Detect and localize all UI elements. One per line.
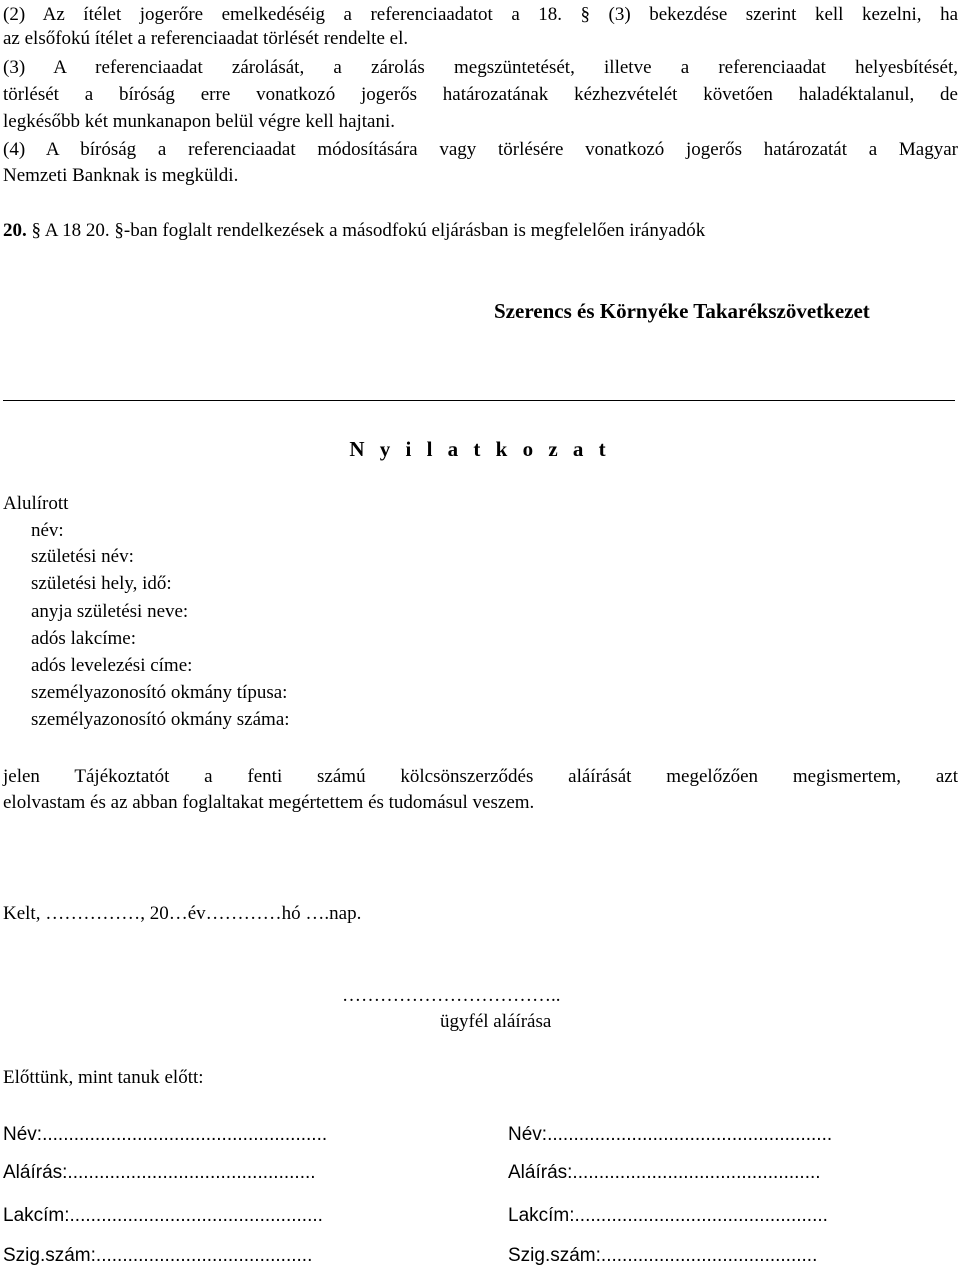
section-20-number: 20.	[3, 220, 27, 241]
form-intro: Alulírott	[3, 493, 69, 514]
witness-2-id-label: Szig.szám:	[508, 1245, 601, 1266]
witness-2-id-dots: .........................................	[600, 1245, 818, 1266]
witness-2-id	[508, 1244, 817, 1268]
witness-1-id-label: Szig.szám:	[3, 1245, 96, 1266]
witness-2-address-label: Lakcím:	[508, 1205, 575, 1226]
witness-2-address	[508, 1204, 828, 1228]
witness-2-signature	[508, 1161, 821, 1185]
field-label-address: adós lakcíme:	[31, 628, 136, 649]
paragraph-3-line-1: (3) A referenciaadat zárolását, a zárolás megszüntetését, illetve a referenciaadat helyesbítését,	[3, 57, 958, 78]
paragraph-2-line-1: (2) Az ítélet jogerőre emelkedéséig a referenciaadatot a 18. § (3) bekezdése szerint kell kezelni, ha	[3, 4, 958, 25]
field-label-id-number: személyazonosító okmány száma:	[31, 709, 290, 730]
witness-1-id	[3, 1244, 312, 1268]
witness-2-signature-dots: ...............................................	[572, 1162, 821, 1183]
statement-line-1: jelen Tájékoztatót a fenti számú kölcsönszerződés aláírását megelőzően megismertem, azt	[3, 766, 958, 787]
paragraph-3-line-2: törlését a bíróság erre vonatkozó jogerős határozatának kézhezvételét követően haladéktalanul, de	[3, 84, 958, 105]
signature-line: ……………………………..	[342, 985, 561, 1006]
paragraph-4-line-1: (4) A bíróság a referenciaadat módosítására vagy törlésére vonatkozó jogerős határozatát a Magyar	[3, 139, 958, 160]
witness-1-address-dots: ................................................	[69, 1205, 323, 1226]
field-label-mother-name: anyja születési neve:	[31, 601, 189, 622]
witness-1-id-dots: .........................................	[95, 1245, 313, 1266]
section-20	[3, 219, 958, 243]
witness-2-signature-label: Aláírás:	[508, 1162, 573, 1183]
paragraph-2-line-2: az elsőfokú ítélet a referenciaadat törlését rendelte el.	[3, 28, 409, 49]
field-label-name: név:	[31, 520, 64, 541]
paragraph-3-line-3: legkésőbb két munkanapon belül végre kell hajtani.	[3, 111, 396, 132]
witness-1-address	[3, 1204, 323, 1228]
witness-1-address-label: Lakcím:	[3, 1205, 70, 1226]
witnesses-intro: Előttünk, mint tanuk előtt:	[3, 1067, 204, 1088]
paragraph-4-line-2: Nemzeti Banknak is megküldi.	[3, 165, 239, 186]
field-label-birth-name: születési név:	[31, 546, 134, 567]
witness-1-signature-dots: ...............................................	[67, 1162, 316, 1183]
section-20-text: § A 18 20. §-ban foglalt rendelkezések a másodfokú eljárásban is megfelelően irányadók	[26, 220, 706, 241]
field-label-mailing-address: adós levelezési címe:	[31, 655, 193, 676]
witness-1-signature-label: Aláírás:	[3, 1162, 68, 1183]
declaration-title: N y i l a t k o z a t	[349, 437, 611, 461]
witness-1-name-dots: ......................................................	[42, 1124, 328, 1145]
signature-caption: ügyfél aláírása	[440, 1011, 552, 1032]
organization-name: Szerencs és Környéke Takarékszövetkezet	[494, 299, 870, 323]
witness-1-signature	[3, 1161, 316, 1185]
witness-2-name-label: Név:	[508, 1124, 548, 1145]
witness-2-name-dots: ......................................................	[547, 1124, 833, 1145]
witness-2-name	[508, 1123, 832, 1147]
witness-1-name-label: Név:	[3, 1124, 43, 1145]
witness-1-name	[3, 1123, 327, 1147]
statement-line-2: elolvastam és az abban foglaltakat megértettem és tudomásul veszem.	[3, 792, 535, 813]
field-label-birth-place-date: születési hely, idő:	[31, 573, 172, 594]
field-label-id-type: személyazonosító okmány típusa:	[31, 682, 288, 703]
witness-2-address-dots: ................................................	[574, 1205, 828, 1226]
date-line: Kelt, ……………, 20…év…………hó ….nap.	[3, 903, 362, 924]
horizontal-rule	[3, 400, 955, 401]
